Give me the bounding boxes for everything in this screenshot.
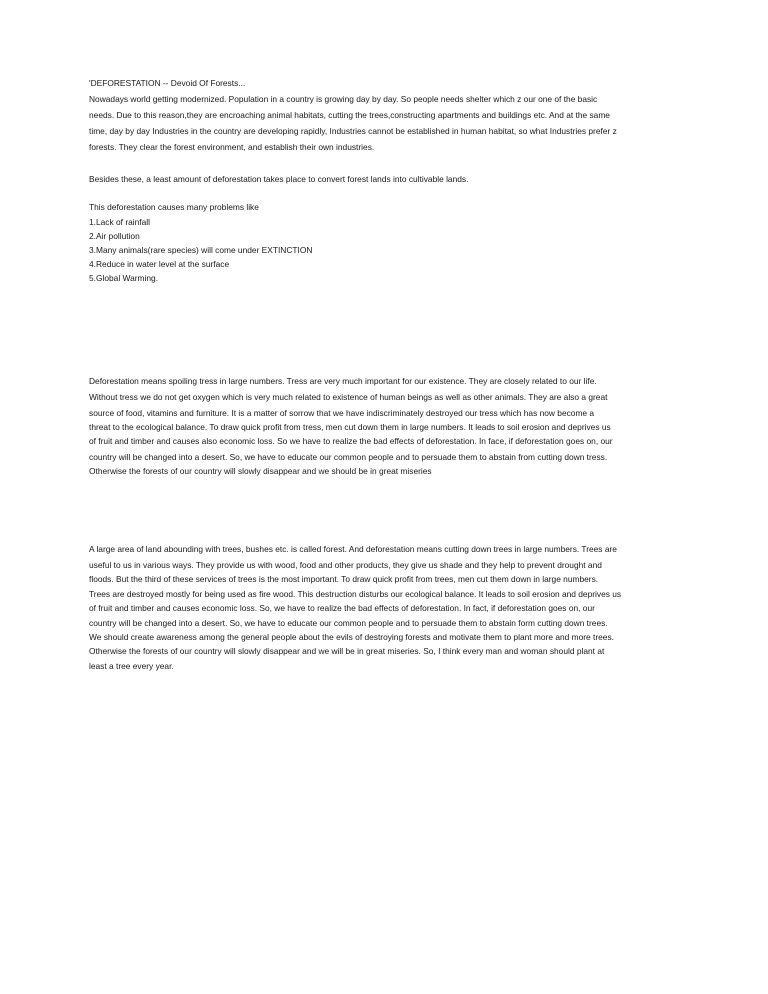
problems-intro: This deforestation causes many problems like <box>89 202 259 212</box>
paragraph2-line: country will be changed into a desert. So, we have to educate our common people and to persuade them to abstain from cutting down tress. <box>89 452 608 462</box>
paragraph3-line: A large area of land abounding with trees, bushes etc. is called forest. And deforestation means cutting down trees in large numbers. Trees are <box>89 544 617 554</box>
problem-item: 1.Lack of rainfall <box>89 217 150 227</box>
paragraph3-line: of fruit and timber and causes economic loss. So, we have to realize the bad effects of deforestation. In fact, if deforestation goes on, our <box>89 603 595 613</box>
problem-item: 5.Global Warming. <box>89 273 159 283</box>
problem-item: 4.Reduce in water level at the surface <box>89 259 230 269</box>
paragraph3-line: floods. But the third of these services of trees is the most important. To draw quick profit from trees, men cut them down in large numbers. <box>89 574 599 584</box>
paragraph3-line: least a tree every year. <box>89 661 174 671</box>
paragraph3-line: We should create awareness among the general people about the evils of destroying forests and motivate them to plant more and more trees. <box>89 632 614 642</box>
paragraph2-line: source of food, vitamins and furniture. It is a matter of sorrow that we have indiscriminately destroyed our tress which has now become a <box>89 408 595 418</box>
paragraph3-line: country will be changed into a desert. So, we have to educate our common people and to persuade them to abstain form cutting down trees. <box>89 618 608 628</box>
paragraph2-line: Deforestation means spoiling tress in large numbers. Tress are very much important for our existence. They are closely related to our life. <box>89 376 597 386</box>
intro-line: forests. They clear the forest environment, and establish their own industries. <box>89 142 375 152</box>
intro-line: Nowadays world getting modernized. Population in a country is growing day by day. So people needs shelter which z our one of the basic <box>89 94 598 104</box>
paragraph2-line: threat to the ecological balance. To draw quick profit from tress, men cut down them in large numbers. It leads to soil erosion and deprives us <box>89 422 611 432</box>
paragraph3-line: Otherwise the forests of our country will slowly disappear and we will be in great miseries. So, I think every man and woman should plant at <box>89 646 605 656</box>
document-page <box>89 0 684 994</box>
paragraph2-line: of fruit and timber and causes also economic loss. So we have to realize the bad effects of deforestation. In face, if deforestation goes on, our <box>89 436 613 446</box>
intro-line: time, day by day Industries in the country are developing rapidly, Industries cannot be established in human habitat, so what Industries prefer z <box>89 126 617 136</box>
document-title: 'DEFORESTATION -- Devoid Of Forests... <box>89 78 246 88</box>
besides-line: Besides these, a least amount of deforestation takes place to convert forest lands into cultivable lands. <box>89 174 469 184</box>
problem-item: 2.Air pollution <box>89 231 140 241</box>
paragraph3-line: Trees are destroyed mostly for being used as fire wood. This destruction disturbs our ecological balance. It leads to soil erosion and deprives us <box>89 589 622 599</box>
intro-line: needs. Due to this reason,they are encroaching animal habitats, cutting the trees,constructing apartments and buildings etc. And at the same <box>89 110 610 120</box>
paragraph3-line: useful to us in various ways. They provide us with wood, food and other products, they give us shade and they help to prevent drought and <box>89 560 602 570</box>
paragraph2-line: Otherwise the forests of our country will slowly disappear and we should be in great miseries <box>89 466 432 476</box>
problem-item: 3.Many animals(rare species) will come under EXTINCTION <box>89 245 313 255</box>
paragraph2-line: Without tress we do not get oxygen which is very much related to existence of human beings as well as other animals. They are also a great <box>89 392 608 402</box>
